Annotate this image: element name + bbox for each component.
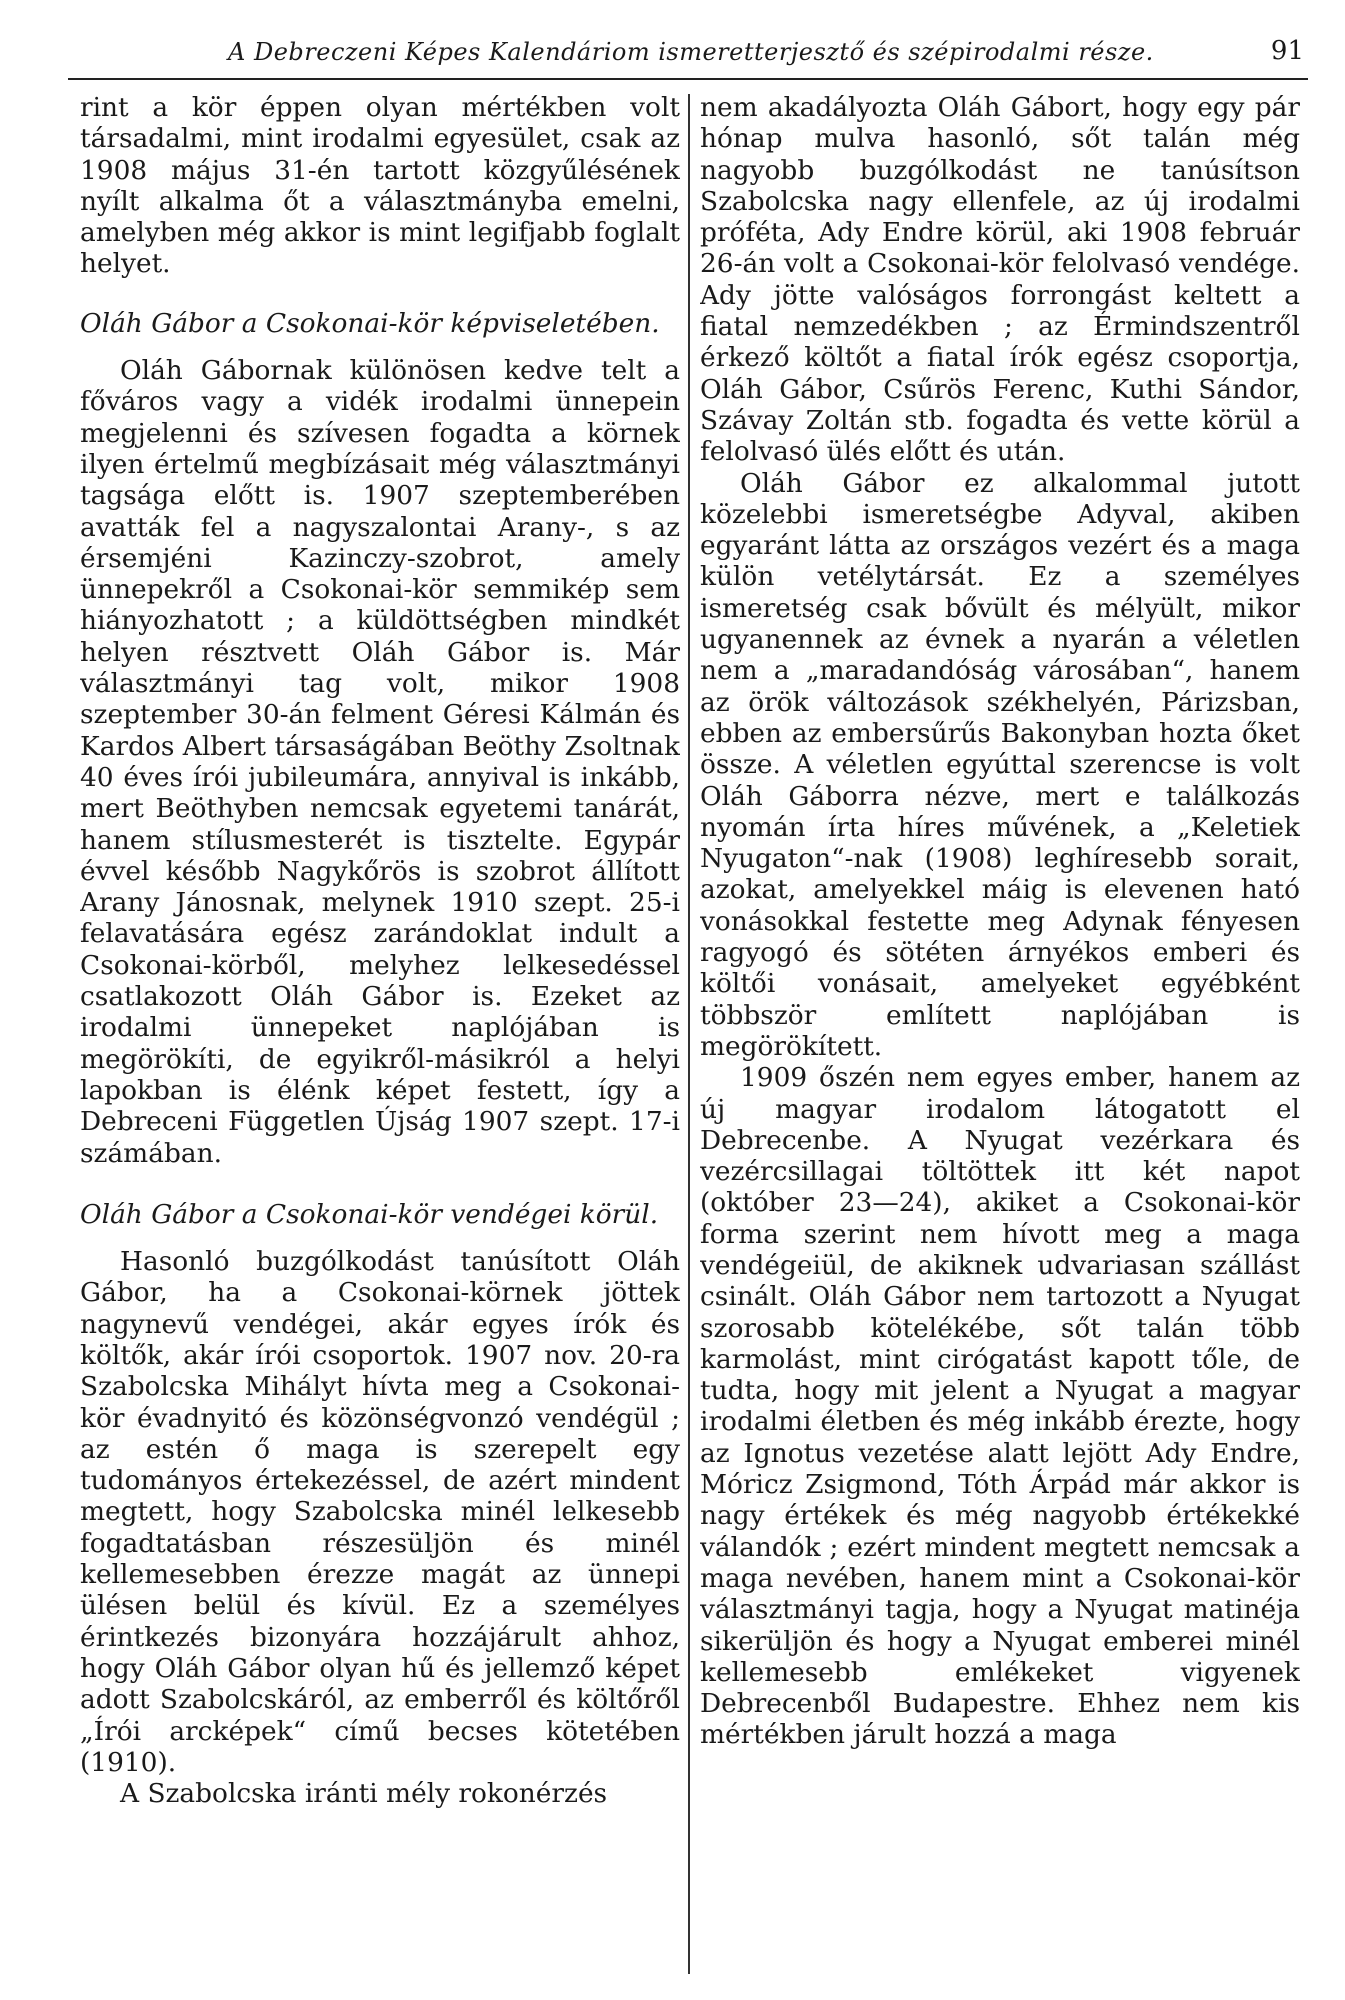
paragraph: Oláh Gábornak különösen kedve telt a főváros vagy a vidék irodalmi ünnepein megjelenni és szívesen fogadta a körnek ilyen értelmű megbízásait még választmányi tagsága előtt is. 1907 szeptemberében avatták fel a nagyszalontai Arany-, s az érsemjéni Kazinczy-szobrot, amely ünnepekről a Csokonai-kör semmikép sem hiányozhatott ; a küldöttségben mindkét helyen résztvett Oláh Gábor is. Már választmányi tag volt, mikor 1908 szeptember 30-án felment Géresi Kálmán és Kardos Albert társaságában Beöthy Zsoltnak 40 éves írói jubileumára, annyival is inkább, mert Beöthyben nemcsak egyetemi tanárát, hanem stílusmesterét is tisztelte. Egypár évvel később Nagykőrös is szobrot állított Arany Jánosnak, melynek 1910 szept. 25-i felavatására egész zarándoklat indult a Csokonai-körből, melyhez lelkesedéssel csatlakozott Oláh Gábor is. Ezeket az irodalmi ünnepeket naplójában is megörökíti, de egyikről-másikról a helyi lapokban is élénk képet festett, így a Debreceni Független Újság 1907 szept. 17-i számában. bbox=[80, 355, 680, 1169]
section-heading: Oláh Gábor a Csokonai-kör képviseletében. bbox=[80, 307, 660, 339]
right-column bbox=[700, 92, 1300, 1972]
left-column bbox=[80, 92, 680, 1972]
running-title: A Debreczeni Képes Kalendáriom ismeretterjesztő és szépirodalmi része. bbox=[228, 38, 1154, 66]
page-number: 91 bbox=[1270, 36, 1304, 66]
section-heading: Oláh Gábor a Csokonai-kör vendégei körül. bbox=[80, 1198, 659, 1230]
paragraph: 1909 őszén nem egyes ember, hanem az új magyar irodalom látogatott el Debrecenbe. A Nyugat vezérkara és vezércsillagai töltöttek itt két napot (október 23—24), akiket a Csokonai-kör forma szerint nem hívott meg a maga vendégeiül, de akiknek udvariasan szállást csinált. Oláh Gábor nem tartozott a Nyugat szorosabb kötelékébe, sőt talán több karmolást, mint cirógatást kapott tőle, de tudta, hogy mit jelent a Nyugat a magyar irodalmi életben és még inkább érezte, hogy az Ignotus vezetése alatt lejött Ady Endre, Móricz Zsigmond, Tóth Árpád már akkor is nagy értékek és még nagyobb értékekké válandók ; ezért mindent megtett nemcsak a maga nevében, hanem mint a Csokonai-kör választmányi tagja, hogy a Nyugat matinéja sikerüljön és hogy a Nyugat emberei minél kellemesebb emlékeket vigyenek Debrecenből Budapestre. Ehhez nem kis mértékben járult hozzá a maga bbox=[700, 1062, 1300, 1751]
paragraph: Hasonló buzgólkodást tanúsított Oláh Gábor, ha a Csokonai-körnek jöttek nagynevű vendégei, akár egyes írók és költők, akár írói csoportok. 1907 nov. 20-ra Szabolcska Mihályt hívta meg a Csokonai-kör évadnyitó és közönségvonzó vendégül ; az estén ő maga is szerepelt egy tudományos értekezéssel, de azért mindent megtett, hogy Szabolcska minél lelkesebb fogadtatásban részesüljön és minél kellemesebben érezze magát az ünnepi ülésen belül és kívül. Ez a személyes érintkezés bizonyára hozzájárult ahhoz, hogy Oláh Gábor olyan hű és jellemző képet adott Szabolcskáról, az emberről és költőről „Írói arcképek“ című becses kötetében (1910). bbox=[80, 1246, 680, 1778]
paragraph: rint a kör éppen olyan mértékben volt társadalmi, mint irodalmi egyesület, csak az 1908 május 31-én tartott közgyűlésének nyílt alkalma őt a választmányba emelni, amelyben még akkor is mint legifjabb foglalt helyet. bbox=[80, 92, 680, 280]
column-divider bbox=[688, 94, 690, 1974]
page-header bbox=[68, 30, 1308, 80]
paragraph: nem akadályozta Oláh Gábort, hogy egy pár hónap mulva hasonló, sőt talán még nagyobb buzgólkodást ne tanúsítson Szabolcska nagy ellenfele, az új irodalmi próféta, Ady Endre körül, aki 1908 február 26-án volt a Csokonai-kör felolvasó vendége. Ady jötte valóságos forrongást keltett a fiatal nemzedékben ; az Érmindszentről érkező költőt a fiatal írók egész csoportja, Oláh Gábor, Csűrös Ferenc, Kuthi Sándor, Szávay Zoltán stb. fogadta és vette körül a felolvasó ülés előtt és után. bbox=[700, 92, 1300, 468]
paragraph: Oláh Gábor ez alkalommal jutott közelebbi ismeretségbe Adyval, akiben egyaránt látta az országos vezért és a maga külön vetélytársát. Ez a személyes ismeretség csak bővült és mélyült, mikor ugyanennek az évnek a nyarán a véletlen nem a „maradandóság városában“, hanem az örök változások székhelyén, Párizsban, ebben az embersűrűs Bakonyban hozta őket össze. A véletlen egyúttal szerencse is volt Oláh Gáborra nézve, mert e találkozás nyomán írta híres művének, a „Keletiek Nyugaton“-nak (1908) leghíresebb sorait, azokat, amelyekkel máig is elevenen ható vonásokkal festette meg Adynak fényesen ragyogó és sötéten árnyékos emberi és költői vonásait, amelyeket egyébként többször említett naplójában is megörökített. bbox=[700, 467, 1300, 1062]
paragraph: A Szabolcska iránti mély rokonérzés bbox=[120, 1778, 608, 1810]
